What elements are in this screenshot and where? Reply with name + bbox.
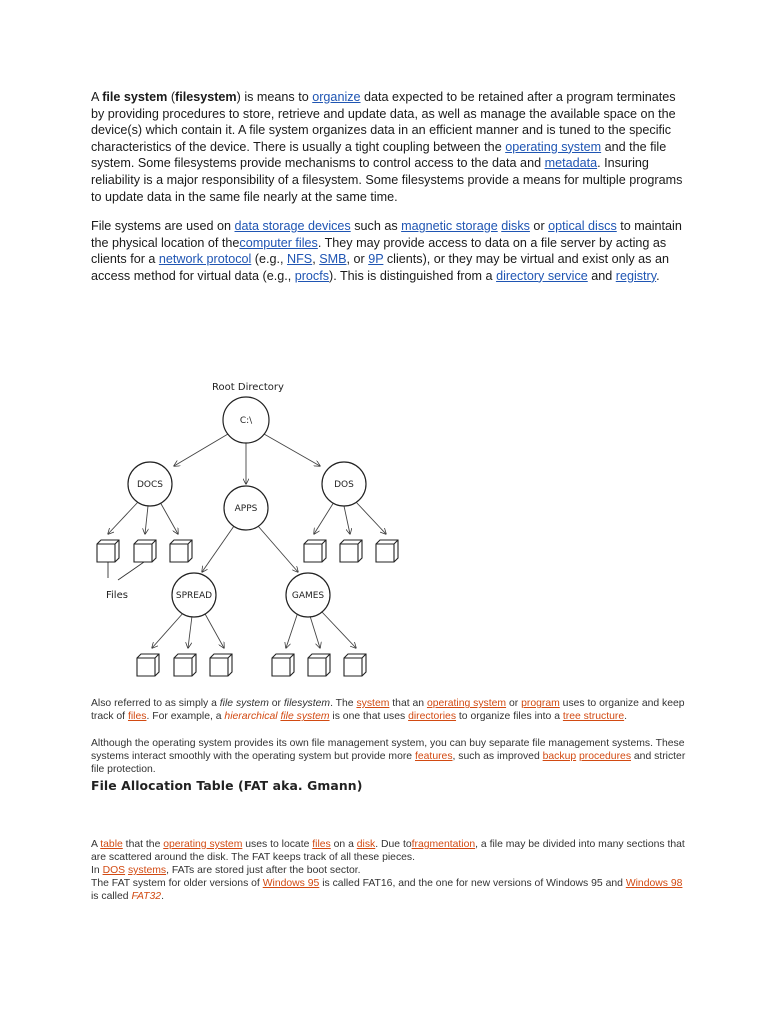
text: that an bbox=[389, 698, 427, 709]
text: and stricter file protection. bbox=[91, 751, 686, 776]
link-windows-95[interactable]: Windows 95 bbox=[262, 878, 320, 889]
files-caption: Files bbox=[106, 590, 128, 601]
link-magnetic-storage[interactable]: magnetic storage bbox=[401, 219, 498, 233]
link-optical-discs[interactable]: optical discs bbox=[548, 219, 617, 233]
text: Although the operating system provides its own file management system, you can buy separate file management systems. These systems interact smoothly with the operating system but provide more bbox=[91, 738, 685, 763]
text: , or bbox=[346, 252, 369, 267]
file-box bbox=[97, 540, 119, 562]
link-computer-files[interactable]: computer files bbox=[239, 235, 318, 250]
file-box bbox=[272, 654, 294, 676]
root-label: C:\ bbox=[239, 416, 253, 426]
text: data expected to be retained after a program terminates by providing procedures to store, retrieve and update data, as well as manage the available space on the device(s) which contain it. A file system organizes data in an efficient manner and is tuned to the specific characteristics of the device. There is usually a tight coupling between the bbox=[91, 90, 676, 154]
text: A bbox=[91, 839, 101, 850]
fat-paragraph-3 bbox=[91, 877, 691, 903]
term-filesystem: filesystem bbox=[283, 698, 331, 709]
link-procedures[interactable]: procedures bbox=[579, 751, 632, 763]
link-file-system[interactable]: file system bbox=[280, 711, 330, 723]
text: or bbox=[268, 698, 284, 709]
link-smb[interactable]: SMB bbox=[319, 252, 347, 267]
text: In bbox=[91, 865, 103, 876]
text: clients), or they may be virtual and exist only as an access method for virtual data (e.g., bbox=[91, 252, 669, 283]
fat-heading: File Allocation Table (FAT aka. Gmann) bbox=[91, 778, 363, 793]
text: is one that uses bbox=[329, 711, 409, 723]
link-system[interactable]: system bbox=[356, 698, 390, 709]
text: and bbox=[587, 268, 616, 283]
text: such as bbox=[350, 219, 402, 233]
text: or bbox=[506, 698, 522, 709]
intro-paragraph-1 bbox=[91, 89, 686, 205]
link-operating-system[interactable]: operating system bbox=[426, 698, 507, 709]
note-paragraph-1 bbox=[91, 697, 691, 723]
spread-label: SPREAD bbox=[175, 591, 213, 601]
text: to organize files into a bbox=[456, 711, 563, 723]
text: ( bbox=[167, 90, 176, 104]
docs-node bbox=[128, 462, 172, 506]
spread-node bbox=[172, 573, 216, 617]
file-boxes bbox=[97, 540, 398, 676]
text: is called FAT16, and the one for new versions of Windows 95 and bbox=[319, 878, 626, 889]
docs-label: DOCS bbox=[136, 480, 164, 490]
games-node bbox=[286, 573, 330, 617]
link-backup[interactable]: backup bbox=[542, 751, 577, 763]
text: to maintain the physical location of the bbox=[91, 219, 682, 250]
link-network-protocol[interactable]: network protocol bbox=[158, 252, 252, 267]
link-features[interactable]: features bbox=[414, 751, 453, 763]
link-9p[interactable]: 9P bbox=[368, 252, 384, 267]
text: is called bbox=[91, 891, 132, 903]
text: , FATs are stored just after the boot sector. bbox=[166, 865, 361, 876]
text: A bbox=[91, 90, 103, 104]
file-box bbox=[174, 654, 196, 676]
file-box bbox=[210, 654, 232, 676]
text: that the bbox=[122, 839, 164, 850]
link-organize[interactable]: organize bbox=[312, 90, 361, 104]
text: The FAT system for older versions of bbox=[91, 878, 263, 889]
link-program[interactable]: program bbox=[521, 698, 560, 709]
link-nfs[interactable]: NFS bbox=[287, 252, 313, 267]
link-dos[interactable]: DOS bbox=[102, 865, 126, 876]
link-metadata[interactable]: metadata bbox=[544, 156, 598, 171]
apps-label: APPS bbox=[234, 504, 258, 514]
text: , such as improved bbox=[452, 751, 543, 763]
text: or bbox=[529, 219, 549, 233]
link-tree-structure[interactable]: tree structure bbox=[562, 711, 625, 723]
term-fat32: FAT32 bbox=[131, 891, 162, 903]
link-disks[interactable]: disks bbox=[501, 219, 530, 233]
text: Also referred to as simply a bbox=[91, 698, 220, 709]
apps-node bbox=[224, 486, 268, 530]
link-registry[interactable]: registry bbox=[615, 268, 657, 283]
link-procfs[interactable]: procfs bbox=[294, 268, 329, 283]
file-box bbox=[134, 540, 156, 562]
term-filesystem: filesystem bbox=[175, 90, 237, 104]
link-files[interactable]: files bbox=[312, 839, 331, 850]
link-systems[interactable]: systems bbox=[127, 865, 167, 876]
link-directories[interactable]: directories bbox=[408, 711, 457, 723]
term-file-system: file system bbox=[219, 698, 269, 709]
note-paragraph-2 bbox=[91, 737, 691, 777]
text: , a file may be divided into many sections that are scattered around the disk. The FAT keeps track of all these pieces. bbox=[91, 839, 685, 864]
text: . bbox=[161, 891, 164, 903]
link-windows-98[interactable]: Windows 98 bbox=[625, 878, 683, 889]
text: . They may provide access to data on a file server by acting as clients for a bbox=[91, 235, 667, 267]
term-file-system: file system bbox=[102, 90, 168, 104]
text: ) is means to bbox=[236, 90, 313, 104]
file-box bbox=[340, 540, 362, 562]
text: . Insuring reliability is a major responsibility of a filesystem. Some filesystems provide a means for multiple programs to update data in the same file nearly at the same time. bbox=[91, 156, 683, 204]
term-hierarchical: hierarchical bbox=[224, 711, 278, 723]
intro-paragraph-2 bbox=[91, 218, 686, 284]
dos-node bbox=[322, 462, 366, 506]
fat-paragraph-2 bbox=[91, 864, 691, 877]
link-fragmentation[interactable]: fragmentation bbox=[411, 839, 476, 850]
file-box bbox=[170, 540, 192, 562]
text: . Due to bbox=[375, 839, 412, 850]
fat-paragraph-1 bbox=[91, 838, 691, 864]
file-box bbox=[304, 540, 326, 562]
files-callout bbox=[108, 562, 144, 580]
text: and the file system. Some filesystems provide mechanisms to control access to the data and bbox=[91, 139, 667, 171]
link-data-storage-devices[interactable]: data storage devices bbox=[234, 219, 351, 233]
text: . bbox=[656, 268, 660, 283]
text: . bbox=[624, 711, 627, 723]
file-box bbox=[137, 654, 159, 676]
text: uses to organize and keep track of bbox=[91, 698, 685, 723]
link-directory-service[interactable]: directory service bbox=[496, 268, 588, 283]
text: ). This is distinguished from a bbox=[329, 268, 497, 283]
text: (e.g., bbox=[251, 252, 288, 267]
link-files[interactable]: files bbox=[127, 711, 147, 723]
link-operating-system[interactable]: operating system bbox=[505, 139, 602, 154]
dos-label: DOS bbox=[334, 480, 354, 490]
link-operating-system[interactable]: operating system bbox=[163, 839, 243, 850]
link-disk[interactable]: disk bbox=[356, 839, 376, 850]
games-label: GAMES bbox=[291, 591, 325, 601]
text: . For example, a bbox=[146, 711, 225, 723]
text: , bbox=[312, 252, 320, 267]
file-box bbox=[344, 654, 366, 676]
root-node bbox=[223, 397, 269, 443]
file-box bbox=[308, 654, 330, 676]
text: uses to locate bbox=[242, 839, 313, 850]
text: File systems are used on bbox=[91, 219, 235, 233]
root-directory-caption: Root Directory bbox=[212, 382, 284, 393]
link-table[interactable]: table bbox=[100, 839, 123, 850]
directory-tree-diagram bbox=[88, 376, 428, 686]
file-box bbox=[376, 540, 398, 562]
text: on a bbox=[330, 839, 357, 850]
text: . The bbox=[330, 698, 357, 709]
